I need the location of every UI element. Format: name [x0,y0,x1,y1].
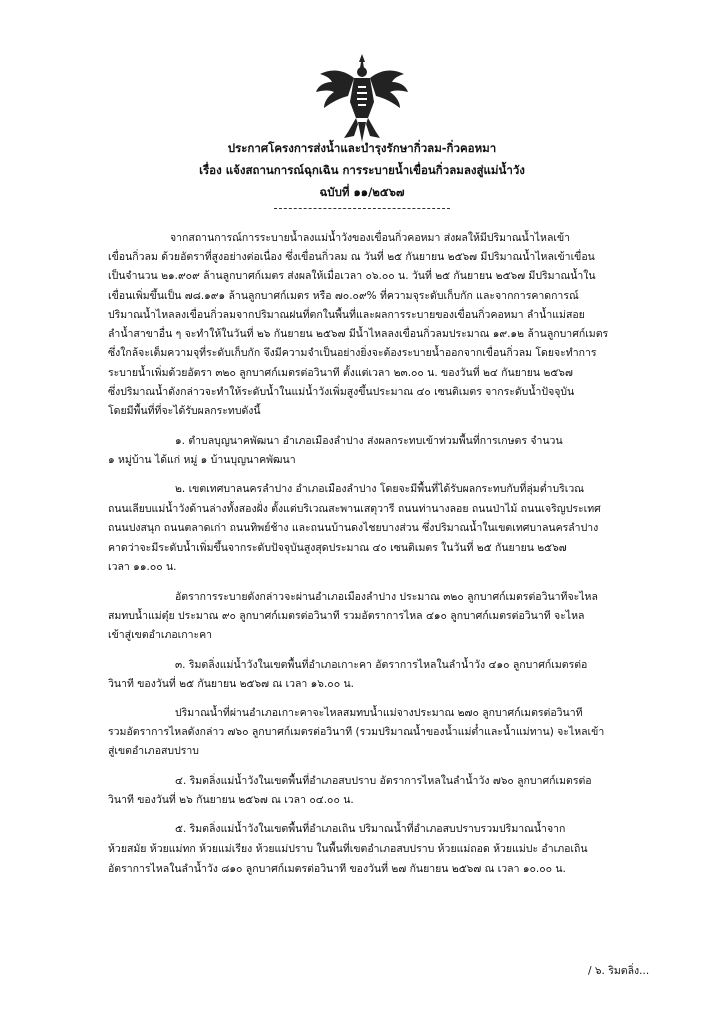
body-line: เป็นจำนวน ๒๑.๙๐๙ ล้านลูกบาศก์เมตร ส่งผลให้เมื่อเวลา ๐๖.๐๐ น. วันที่ ๒๕ กันยายน ๒๕๖๗ มีปริมาณน้ำใน [108,270,596,282]
body-line: เขื่อนเพิ่มขึ้นเป็น ๗๘.๑๙๑ ล้านลูกบาศก์เมตร หรือ ๗๐.๐๙% ที่ความจุระดับเก็บกัก และจากการคาดการณ์ [108,290,579,302]
body-line: เขื่อนกิ่วลม ด้วยอัตราที่สูงอย่างต่อเนื่อง ซึ่งเขื่อนกิ่วลม ณ วันที่ ๒๕ กันยายน ๒๕๖๗ มีปริมาณน้ำไหลเข้าเขื่อน [108,251,595,263]
body-line: ห้วยสมัย ห้วยแม่ทก ห้วยแม่เรียง ห้วยแม่ปราบ ในพื้นที่เขตอำเภอสบปราบ ห้วยแม่ถอด ห้วยแม่ปะ อำเภอเถิน [108,843,588,855]
body-line: ถนนปงสนุก ถนนตลาดเก่า ถนนทิพย์ช้าง และถนนบ้านดงไชยบางส่วน ซึ่งปริมาณน้ำในเขตเทศบาลนครลำปาง [108,522,599,534]
body-line: ปริมาณน้ำที่ผ่านอำเภอเกาะคาจะไหลสมทบน้ำแม่จางประมาณ ๒๗๐ ลูกบาศก์เมตรต่อวินาที [175,707,583,719]
list-item: ๔. ริมตลิ่งแม่น้ำวังในเขตพื้นที่อำเภอสบปราบ อัตราการไหลในลำน้ำวัง ๗๖๐ ลูกบาศก์เมตรต่อ [175,775,592,787]
list-item: ๕. ริมตลิ่งแม่น้ำวังในเขตพื้นที่อำเภอเถิน ปริมาณน้ำที่อำเภอสบปราบรวมปริมาณน้ำจาก [175,823,566,835]
garuda-emblem-icon [314,52,410,144]
body-line: สมทบน้ำแม่ตุ๋ย ประมาณ ๙๐ ลูกบาศก์เมตรต่อวินาที รวมอัตราการไหล ๔๑๐ ลูกบาศก์เมตรต่อวินาที จะไหล [108,610,585,622]
list-item: ๑. ตำบลบุญนาคพัฒนา อำเภอเมืองลำปาง ส่งผลกระทบเข้าท่วมพื้นที่การเกษตร จำนวน [175,435,563,447]
page-continuation: / ๖. ริมตลิ่ง... [588,965,650,977]
document-subject: เรื่อง แจ้งสถานการณ์ฉุกเฉิน การระบายน้ำเขื่อนกิ่วลมลงสู่แม่น้ำวัง [199,163,525,177]
body-line: อัตราการระบายดังกล่าวจะผ่านอำเภอเมืองลำปาง ประมาณ ๓๒๐ ลูกบาศก์เมตรต่อวินาทีจะไหล [175,591,598,603]
list-item: ๓. ริมตลิ่งแม่น้ำวังในเขตพื้นที่อำเภอเกาะคา อัตราการไหลในลำน้ำวัง ๔๑๐ ลูกบาศก์เมตรต่อ [175,659,588,671]
body-line: อัตราการไหลในลำน้ำวัง ๘๑๐ ลูกบาศก์เมตรต่อวินาที ของวันที่ ๒๗ กันยายน ๒๕๖๗ ณ เวลา ๑๐.๐๐ น. [108,863,566,875]
document-issue-number: ฉบับที่ ๑๑/๒๕๖๗ [319,185,405,199]
body-line: เวลา ๑๑.๐๐ น. [108,561,177,573]
title-separator [274,208,450,209]
body-line: วินาที ของวันที่ ๒๖ กันยายน ๒๕๖๗ ณ เวลา ๐๔.๐๐ น. [108,794,354,806]
body-line: รวมอัตราการไหลดังกล่าว ๗๖๐ ลูกบาศก์เมตรต่อวินาที (รวมปริมาณน้ำของน้ำแม่ต๋ำและน้ำแม่ทาน) จะไหลเข้า [108,726,605,738]
body-line: สู่เขตอำเภอสบปราบ [108,745,199,757]
body-line: เข้าสู่เขตอำเภอเกาะคา [108,629,213,641]
body-line: จากสถานการณ์การระบายน้ำลงแม่น้ำวังของเขื่อนกิ่วคอหมา ส่งผลให้มีปริมาณน้ำไหลเข้า [170,232,571,244]
body-line: ซึ่งใกล้จะเต็มความจุที่ระดับเก็บกัก จึงมีความจำเป็นอย่างยิ่งจะต้องระบายน้ำออกจากเขื่อนกิ่วลม โดยจะทำการ [108,347,597,359]
body-line: ลำน้ำสาขาอื่น ๆ จะทำให้ในวันที่ ๒๖ กันยายน ๒๕๖๗ มีน้ำไหลลงเขื่อนกิ่วลมประมาณ ๑๙.๑๒ ล้านลูกบาศก์เมตร [108,328,609,340]
body-line: ๑ หมู่บ้าน ได้แก่ หมู่ ๑ บ้านบุญนาคพัฒนา [108,454,296,466]
body-line: วินาที ของวันที่ ๒๕ กันยายน ๒๕๖๗ ณ เวลา ๑๖.๐๐ น. [108,678,354,690]
body-line: ระบายน้ำเพิ่มด้วยอัตรา ๓๒๐ ลูกบาศก์เมตรต่อวินาที ตั้งแต่เวลา ๒๓.๐๐ น. ของวันที่ ๒๔ กันยายน ๒๕๖๗ [108,367,573,379]
body-line: ปริมาณน้ำไหลลงเขื่อนกิ่วลมจากปริมาณฝนที่ตกในพื้นที่และผลการระบายของเขื่อนกิ่วคอหมา ลำน้ำแม่สอย [108,309,585,321]
body-line: ซึ่งปริมาณน้ำดังกล่าวจะทำให้ระดับน้ำในแม่น้ำวังเพิ่มสูงขึ้นประมาณ ๔๐ เซนติเมตร จากระดับน้ำปัจจุบัน [108,386,575,398]
document-title: ประกาศโครงการส่งน้ำและบำรุงรักษากิ่วลม-กิ่วคอหมา [227,141,497,155]
body-line: โดยมีพื้นที่ที่จะได้รับผลกระทบดังนี้ [108,405,261,417]
body-line: คาดว่าจะมีระดับน้ำเพิ่มขึ้นจากระดับปัจจุบันสูงสุดประมาณ ๔๐ เซนติเมตร ในวันที่ ๒๕ กันยายน ๒๕๖๗ [108,542,567,554]
list-item: ๒. เขตเทศบาลนครลำปาง อำเภอเมืองลำปาง โดยจะมีพื้นที่ได้รับผลกระทบกับที่ลุ่มต่ำบริเวณ [175,483,584,495]
body-line: ถนนเลียบแม่น้ำวังด้านล่างทั้งสองฝั่ง ตั้งแต่บริเวณสะพานเสตุวารี ถนนท่านางลอย ถนนป่าไม้ ถนนเจริญประเทศ [108,503,601,515]
